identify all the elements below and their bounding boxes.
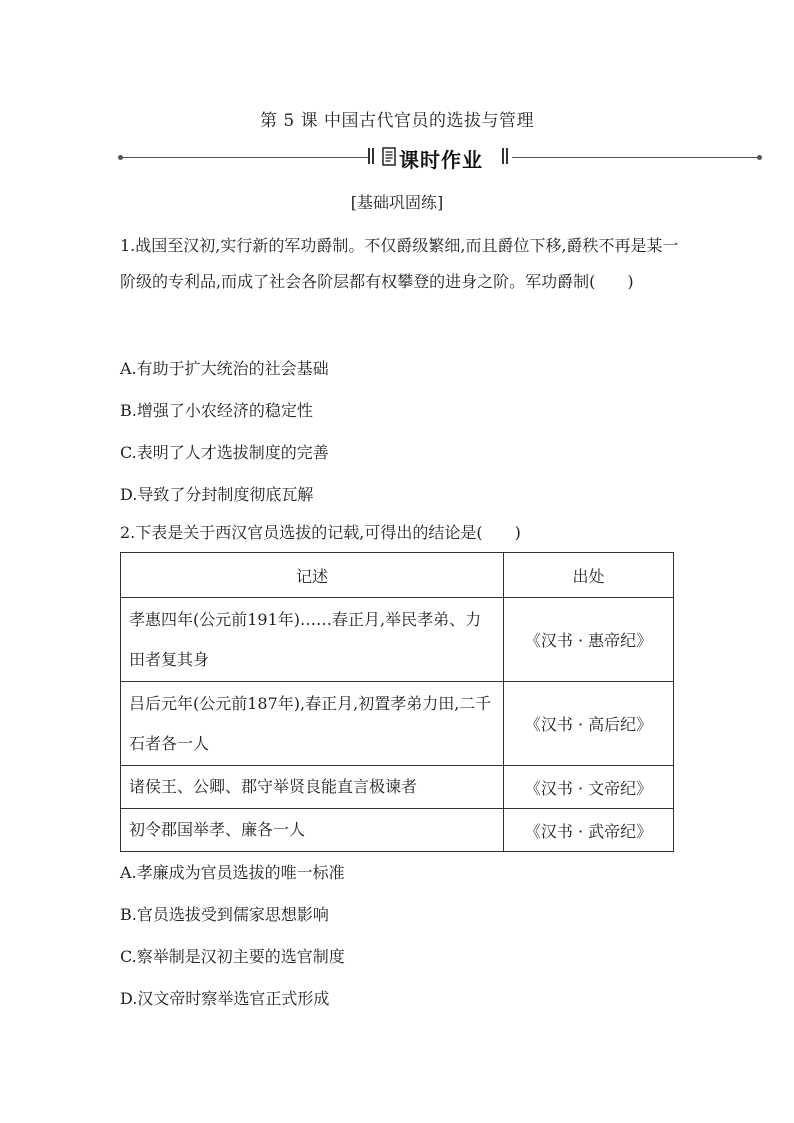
banner-title: 课时作业 xyxy=(399,148,483,172)
document-icon xyxy=(381,146,397,168)
table-cell-desc: 诸侯王、公卿、郡守举贤良能直言极谏者 xyxy=(121,766,504,809)
question-2-option-d: D.汉文帝时察举选官正式形成 xyxy=(120,989,330,1008)
banner-marks-right xyxy=(502,148,512,166)
question-2-option-b: B.官员选拔受到儒家思想影响 xyxy=(120,905,329,924)
question-2-option-c: C.察举制是汉初主要的选官制度 xyxy=(120,947,345,966)
question-2-option-a: A.孝廉成为官员选拔的唯一标准 xyxy=(120,863,345,882)
table-row xyxy=(121,766,674,809)
table-cell-src: 《汉书 · 文帝纪》 xyxy=(504,766,674,809)
question-1-option-b: B.增强了小农经济的稳定性 xyxy=(120,401,313,420)
question-1-stem: 1.战国至汉初,实行新的军功爵制。不仅爵级繁细,而且爵位下移,爵秩不再是某一阶级的专利品,而成了社会各阶层都有权攀登的进身之阶。军功爵制( ) xyxy=(120,236,679,291)
table-header-desc: 记述 xyxy=(121,553,504,598)
table-header-src: 出处 xyxy=(504,553,674,598)
table-row xyxy=(121,598,674,682)
table-row xyxy=(121,682,674,766)
section-label: [基础巩固练] xyxy=(350,193,444,212)
question-1-option-c: C.表明了人才选拔制度的完善 xyxy=(120,443,329,462)
section-banner xyxy=(120,146,760,170)
question-1-option-d: D.导致了分封制度彻底瓦解 xyxy=(120,485,314,504)
table-row xyxy=(121,809,674,852)
table-header-row xyxy=(121,553,674,598)
table-cell-desc: 孝惠四年(公元前191年)……春正月,举民孝弟、力田者复其身 xyxy=(121,598,504,682)
banner-marks-left xyxy=(368,148,380,166)
page-title: 第 5 课 中国古代官员的选拔与管理 xyxy=(259,111,535,131)
banner-rule-left xyxy=(120,157,370,158)
table-cell-desc: 吕后元年(公元前187年),春正月,初置孝弟力田,二千石者各一人 xyxy=(121,682,504,766)
records-table xyxy=(120,552,674,852)
table-cell-src: 《汉书 · 武帝纪》 xyxy=(504,809,674,852)
banner-rule-right xyxy=(512,157,760,158)
table-cell-src: 《汉书 · 惠帝纪》 xyxy=(504,598,674,682)
table-cell-desc: 初令郡国举孝、廉各一人 xyxy=(121,809,504,852)
question-2-stem: 2.下表是关于西汉官员选拔的记载,可得出的结论是( ) xyxy=(120,523,521,542)
table-cell-src: 《汉书 · 高后纪》 xyxy=(504,682,674,766)
question-1-option-a: A.有助于扩大统治的社会基础 xyxy=(120,359,329,378)
